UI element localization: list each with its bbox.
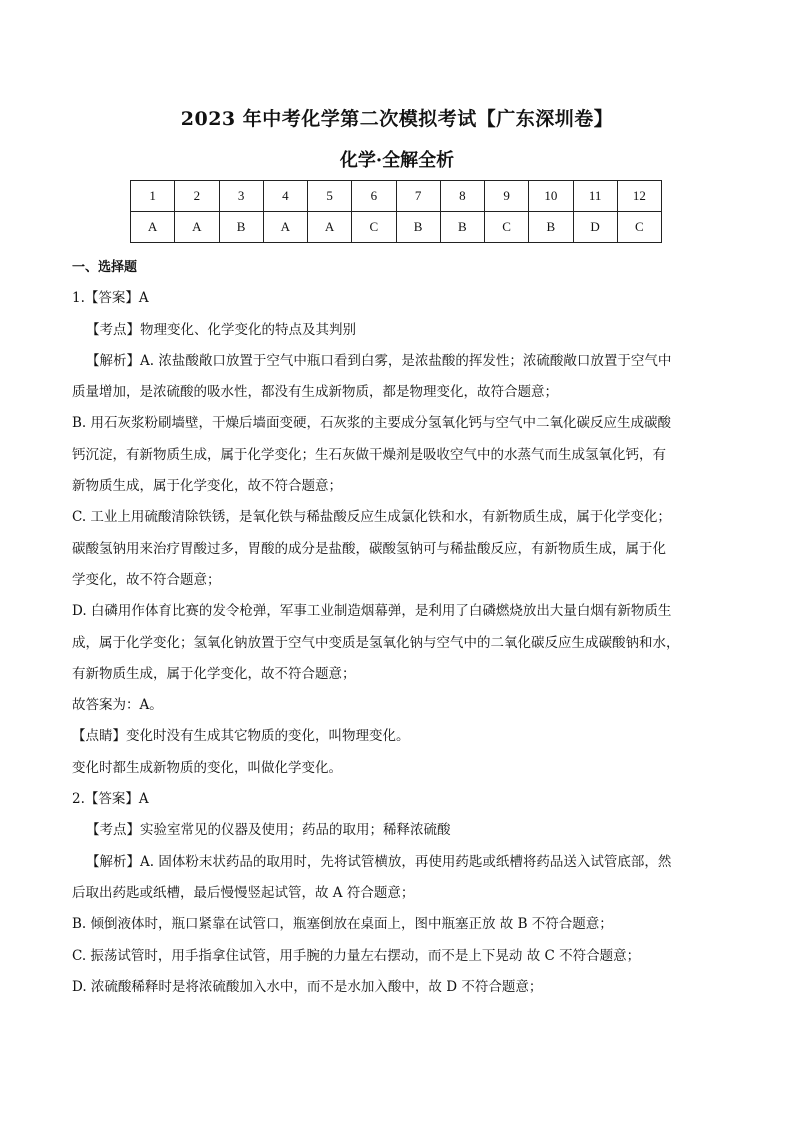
q1-option-b-line: 新物质生成，属于化学变化，故不符合题意； — [72, 478, 342, 495]
answer-cell: A — [308, 212, 352, 243]
question-number-cell: 4 — [263, 181, 307, 212]
answer-cell: A — [175, 212, 219, 243]
answer-cell: C — [485, 212, 529, 243]
answer-table — [130, 180, 662, 243]
question-number-cell: 2 — [175, 181, 219, 212]
page-subtitle: 化学·全解全析 — [339, 150, 455, 171]
q2-option-c: C. 振荡试管时，用手指拿住试管，用手腕的力量左右摆动，而不是上下晃动 故 C 不符合题意； — [72, 947, 641, 964]
answer-cell: C — [617, 212, 661, 243]
q1-jiexi-line: 质量增加，是浓硫酸的吸水性，都没有生成新物质，都是物理变化，故符合题意； — [72, 384, 558, 401]
q1-option-c-line: 学变化，故不符合题意； — [72, 571, 221, 588]
q2-jiexi-line: 【解析】A. 固体粉末状药品的取用时，先将试管横放，再使用药匙或纸槽将药品送入试管底部，然 — [86, 853, 672, 870]
q2-option-d: D. 浓硫酸稀释时是将浓硫酸加入水中，而不是水加入酸中，故 D 不符合题意； — [72, 978, 543, 995]
question-number-cell: 11 — [573, 181, 617, 212]
answer-cell: A — [131, 212, 175, 243]
answer-cell: B — [529, 212, 573, 243]
q1-dianjing-line: 变化时都生成新物质的变化，叫做化学变化。 — [72, 759, 342, 776]
answer-cell: B — [396, 212, 440, 243]
question-number-cell: 8 — [440, 181, 484, 212]
q1-dianjing-line: 【点睛】变化时没有生成其它物质的变化，叫物理变化。 — [72, 728, 410, 745]
answer-cell: A — [263, 212, 307, 243]
answer-cell: D — [573, 212, 617, 243]
q1-answer: 1.【答案】A — [72, 290, 149, 307]
q1-option-d-line: 成，属于化学变化；氢氧化钠放置于空气中变质是氢氧化钠与空气中的二氧化碳反应生成碳酸钠和水， — [72, 634, 680, 651]
q2-answer: 2.【答案】A — [72, 791, 149, 808]
section-title: 一、选择题 — [72, 260, 138, 275]
q1-option-d-line: 有新物质生成，属于化学变化，故不符合题意； — [72, 665, 356, 682]
q2-option-b: B. 倾倒液体时，瓶口紧靠在试管口，瓶塞倒放在桌面上，图中瓶塞正放 故 B 不符合题意； — [72, 916, 613, 933]
q2-jiexi-line: 后取出药匙或纸槽，最后慢慢竖起试管，故 A 符合题意； — [72, 884, 415, 901]
q1-option-b-line: 钙沉淀，有新物质生成，属于化学变化；生石灰做干燥剂是吸收空气中的水蒸气而生成氢氧化钙，有 — [72, 446, 666, 463]
question-number-cell: 3 — [219, 181, 263, 212]
question-number-cell: 7 — [396, 181, 440, 212]
q1-option-c-line: C. 工业上用硫酸清除铁锈，是氧化铁与稀盐酸反应生成氯化铁和水，有新物质生成，属于化学变化； — [72, 509, 671, 526]
q1-option-d-line: D. 白磷用作体育比赛的发令枪弹，军事工业制造烟幕弹，是利用了白磷燃烧放出大量白烟有新物质生 — [72, 603, 672, 620]
q1-jiexi-line: 【解析】A. 浓盐酸敞口放置于空气中瓶口看到白雾，是浓盐酸的挥发性；浓硫酸敞口放置于空气中 — [86, 352, 672, 369]
answer-cell: B — [219, 212, 263, 243]
q2-kaodian: 【考点】实验室常见的仪器及使用；药品的取用；稀释浓硫酸 — [86, 822, 451, 839]
solution-content — [72, 252, 724, 1003]
question-number-cell: 1 — [131, 181, 175, 212]
answer-cell: C — [352, 212, 396, 243]
q1-option-b-line: B. 用石灰浆粉刷墙壁，干燥后墙面变硬，石灰浆的主要成分氢氧化钙与空气中二氧化碳反应生成碳酸 — [72, 415, 672, 432]
answer-table-number-row — [131, 181, 662, 212]
question-number-cell: 12 — [617, 181, 661, 212]
question-number-cell: 9 — [485, 181, 529, 212]
question-number-cell: 10 — [529, 181, 573, 212]
page-title: 2023 年中考化学第二次模拟考试【广东深圳卷】 — [180, 108, 614, 130]
q1-conclusion: 故答案为：A。 — [72, 697, 163, 714]
answer-table-answer-row — [131, 212, 662, 243]
q1-kaodian: 【考点】物理变化、化学变化的特点及其判别 — [86, 321, 356, 338]
answer-cell: B — [440, 212, 484, 243]
question-number-cell: 6 — [352, 181, 396, 212]
question-number-cell: 5 — [308, 181, 352, 212]
q1-option-c-line: 碳酸氢钠用来治疗胃酸过多，胃酸的成分是盐酸，碳酸氢钠可与稀盐酸反应，有新物质生成，属于化 — [72, 540, 666, 557]
